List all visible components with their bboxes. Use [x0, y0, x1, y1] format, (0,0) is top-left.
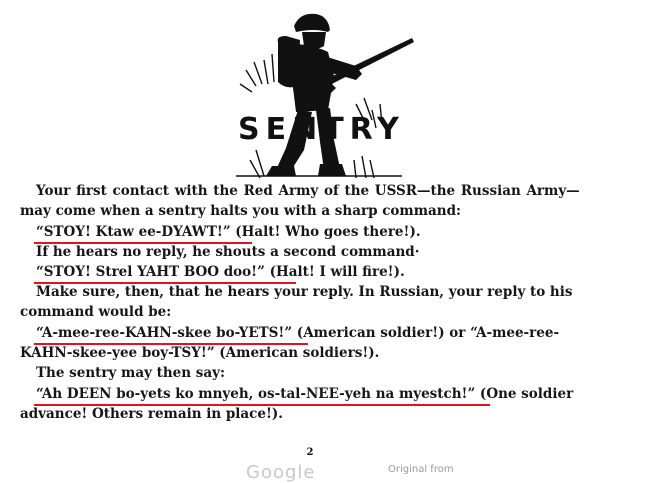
red-underline [34, 404, 490, 406]
google-watermark: Google [246, 462, 316, 483]
sentry-soldier-illustration [216, 0, 416, 182]
russian-phrase-american-soldier: “A-mee-ree-KAHN-skee bo-YETS!” (American soldier!) or “A-mee-ree- [36, 325, 560, 341]
text-line: If he hears no reply, he shouts a second command· [36, 244, 420, 260]
russian-phrase-advance: “Ah DEEN bo-yets ko mnyeh, os-tal-NEE-yeh na myestch!” (One soldier [36, 386, 574, 402]
russian-phrase-halt: “STOY! Ktaw ee-DYAWT!” (Halt! Who goes there!). [36, 224, 421, 240]
page-title: SENTRY [238, 112, 405, 147]
text-line: The sentry may then say: [36, 365, 225, 381]
text-line: Your first contact with the Red Army of the USSR—the Russian Army— [36, 183, 580, 199]
text-line: command would be: [20, 304, 172, 320]
red-underline [34, 343, 308, 345]
red-underline [34, 282, 296, 284]
page-number: 2 [306, 447, 314, 458]
original-from-watermark: Original from [388, 464, 454, 475]
text-line: KAHN-skee-yee boy-TSY!” (American soldiers!). [20, 345, 380, 361]
red-underline [34, 242, 252, 244]
text-line: Make sure, then, that he hears your reply. In Russian, your reply to his [36, 284, 573, 300]
russian-phrase-fire: “STOY! Strel YAHT BOO doo!” (Halt! I will fire!). [36, 264, 405, 280]
text-line: may come when a sentry halts you with a sharp command: [20, 203, 461, 219]
text-line: advance! Others remain in place!). [20, 406, 283, 422]
